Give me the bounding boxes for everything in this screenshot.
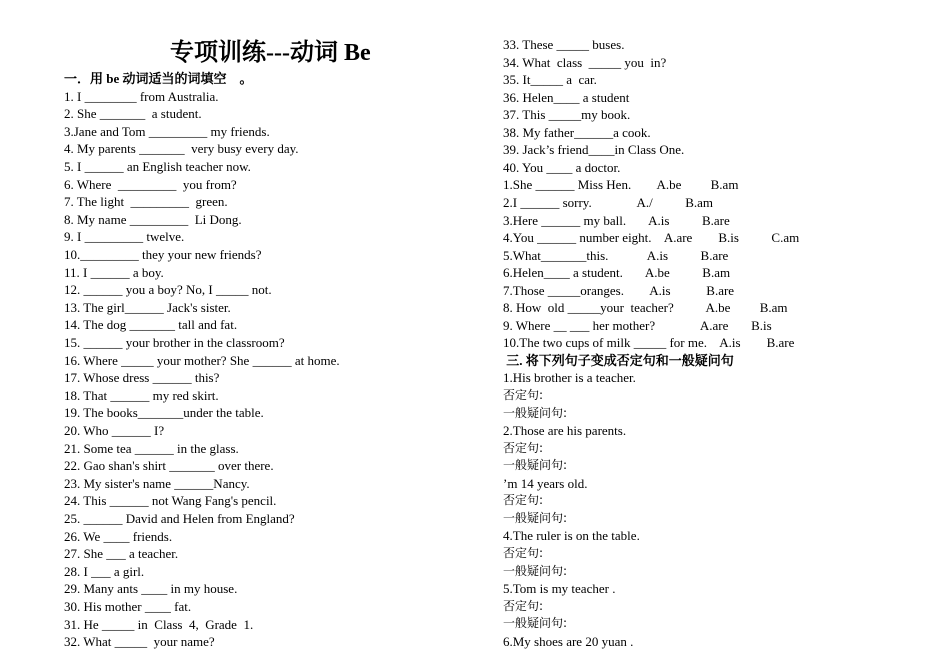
exercise-line: 一般疑问句: — [503, 510, 568, 525]
exercise-line: 7. The light _________ green. — [64, 194, 228, 210]
exercise-line: 否定句: — [503, 440, 544, 455]
exercise-line: 10.The two cups of milk _____ for me. A.is B.are — [503, 335, 795, 351]
exercise-line: 否定句: — [503, 545, 544, 560]
exercise-line: 9. I _________ twelve. — [64, 229, 185, 245]
exercise-line: 3.Here ______ my ball. A.is B.are — [503, 212, 730, 228]
exercise-line: 3.Jane and Tom _________ my friends. — [64, 123, 270, 139]
exercise-line: 30. His mother ____ fat. — [64, 599, 192, 614]
exercise-line: 22. Gao shan's shirt _______ over there. — [64, 458, 274, 474]
exercise-line: 8. My name _________ Li Dong. — [64, 211, 242, 227]
exercise-line: 39. Jack’s friend____in Class One. — [503, 142, 685, 158]
exercise-line: 一般疑问句: — [503, 616, 568, 631]
exercise-line: 4.The ruler is on the table. — [503, 528, 640, 544]
exercise-line: 1.His brother is a teacher. — [503, 370, 636, 386]
exercise-line: 27. She ___ a teacher. — [64, 546, 179, 562]
exercise-line: 否定句: — [503, 493, 544, 508]
exercise-line: 29. Many ants ____ in my house. — [64, 581, 238, 597]
exercise-line: 2.Those are his parents. — [503, 423, 627, 439]
exercise-line: 34. What class _____ you in? — [503, 54, 667, 70]
exercise-line: 2. She _______ a student. — [64, 106, 202, 122]
exercise-line: 14. The dog _______ tall and fat. — [64, 317, 238, 333]
exercise-line: 35. It_____ a car. — [503, 72, 597, 88]
exercise-line: 7.Those _____oranges. A.is B.are — [503, 282, 735, 298]
exercise-line: 25. ______ David and Helen from England? — [64, 511, 295, 526]
section-heading: 三. 将下列句子变成否定句和一般疑问句 — [503, 352, 734, 368]
exercise-line: 否定句: — [503, 388, 544, 402]
exercise-line: 10._________ they your new friends? — [64, 247, 262, 262]
exercise-line: 一般疑问句: — [503, 405, 568, 420]
exercise-line: 21. Some tea ______ in the glass. — [64, 440, 239, 456]
exercise-line: 31. He _____ in Class 4, Grade 1. — [64, 616, 254, 632]
exercise-line: 24. This ______ not Wang Fang's pencil. — [64, 493, 277, 509]
exercise-line: 38. My father______a cook. — [503, 124, 651, 140]
exercise-line: 40. You ____ a doctor. — [503, 159, 621, 175]
exercise-line: 20. Who ______ I? — [64, 423, 165, 438]
exercise-line: 8. How old _____your teacher? A.be B.am — [503, 300, 788, 316]
exercise-line: 19. The books_______under the table. — [64, 405, 264, 421]
exercise-line: 26. We ____ friends. — [64, 528, 173, 544]
section-heading: 一．用 be 动词适当的词填空 。 — [64, 71, 253, 86]
exercise-line: 2.I ______ sorry. A./ B.am — [503, 194, 714, 210]
exercise-line: 一般疑问句: — [503, 563, 568, 578]
exercise-line: 9. Where __ ___ her mother? A.are B.is — [503, 317, 772, 333]
exercise-line: 1. I ________ from Australia. — [64, 88, 219, 104]
exercise-line: 11. I ______ a boy. — [64, 264, 164, 280]
exercise-line: 23. My sister's name ______Nancy. — [64, 475, 250, 491]
exercise-line: 13. The girl______ Jack's sister. — [64, 299, 231, 315]
exercise-line: 36. Helen____ a student — [503, 89, 630, 105]
exercise-line: 16. Where _____ your mother? She ______ at home. — [64, 352, 340, 368]
exercise-line: 18. That ______ my red skirt. — [64, 387, 219, 403]
exercise-line: 4. My parents _______ very busy every day. — [64, 141, 299, 157]
exercise-line: 6.My shoes are 20 yuan . — [503, 633, 634, 649]
exercise-line: 32. What _____ your name? — [64, 634, 215, 650]
worksheet-title: 专项训练---动词 Be — [170, 40, 371, 66]
exercise-line: 5.Tom is my teacher . — [503, 581, 616, 597]
exercise-line: ’m 14 years old. — [503, 475, 588, 491]
exercise-line: 4.You ______ number eight. A.are B.is C.am — [503, 230, 800, 246]
exercise-line: 15. ______ your brother in the classroom? — [64, 335, 285, 350]
exercise-line: 5. I ______ an English teacher now. — [64, 159, 251, 174]
exercise-line: 6. Where _________ you from? — [64, 176, 237, 192]
exercise-line: 37. This _____my book. — [503, 107, 631, 123]
exercise-line: 5.What_______this. A.is B.are — [503, 247, 729, 263]
exercise-line: 6.Helen____ a student. A.be B.am — [503, 265, 731, 281]
exercise-line: 33. These _____ buses. — [503, 37, 625, 52]
exercise-line: 一般疑问句: — [503, 458, 568, 473]
exercise-line: 28. I ___ a girl. — [64, 563, 145, 579]
exercise-line: 17. Whose dress ______ this? — [64, 370, 220, 386]
exercise-line: 12. ______ you a boy? No, I _____ not. — [64, 282, 272, 298]
exercise-line: 1.She ______ Miss Hen. A.be B.am — [503, 177, 739, 193]
exercise-line: 否定句: — [503, 598, 544, 613]
